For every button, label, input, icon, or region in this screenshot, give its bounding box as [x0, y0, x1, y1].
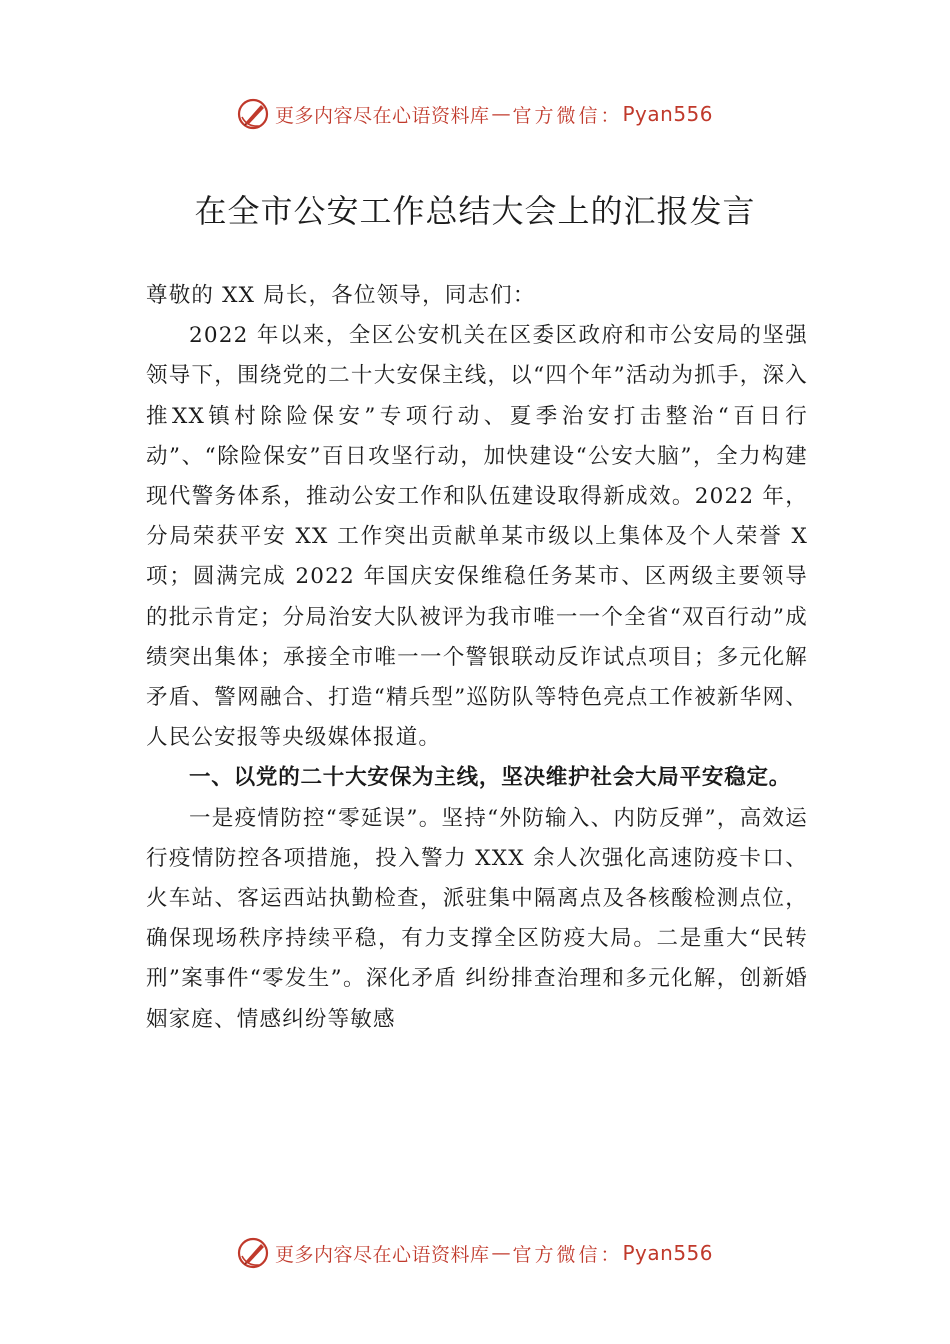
- pen-logo-icon: [237, 97, 271, 131]
- watermark-brand: 更多内容尽在心语资料库: [274, 104, 490, 127]
- watermark-separator: —: [491, 103, 511, 125]
- document-title: 在全市公安工作总结大会上的汇报发言: [194, 192, 756, 230]
- watermark-wechat-id: Pyan556: [622, 1241, 714, 1265]
- document-body: [146, 276, 808, 1040]
- intro-paragraph: 2022 年以来，全区公安机关在区委区政府和市公安局的坚强领导下，围绕党的二十大安保主线，以“四个年”活动为抓手，深入推XX镇村除险保安”专项行动、夏季治安打击整治“百日行动”、“除险保安”百日攻坚行动，加快建设“公安大脑”，全力构建现代警务体系，推动公安工作和队伍建设取得新成效。2022 年，分局荣获平安 XX 工作突出贡献单某市级以上集体及个人荣誉 X 项；圆满完成 2022 年国庆安保维稳任务某市、区两级主要领导的批示肯定；分局治安大队被评为我市唯一一个全省“双百行动”成绩突出集体；承接全市唯一一个警银联动反诈试点项目；多元化解矛盾、警网融合、打造“精兵型”巡防队等特色亮点工作被新华网、人民公安报等央级媒体报道。: [146, 323, 808, 751]
- watermark-banner-top: [0, 94, 950, 134]
- section-paragraph: 一是疫情防控“零延误”。坚持“外防输入、内防反弹”，高效运行疫情防控各项措施，投入警力 XXX 余人次强化高速防疫卡口、火车站、客运西站执勤检查，派驻集中隔离点及各核酸检测点位，确保现场秩序持续平稳，有力支撑全区防疫大局。二是重大“民转刑”案事件“零发生”。深化矛盾 纠纷排查治理和多元化解，创新婚姻家庭、情感纠纷等敏感: [146, 805, 808, 1032]
- salutation: 尊敬的 XX 局长，各位领导，同志们：: [146, 283, 536, 308]
- pen-logo-icon: [237, 1236, 271, 1270]
- watermark-wechat-label: 官方微信：: [512, 1243, 623, 1266]
- watermark-banner-bottom: [0, 1233, 950, 1273]
- watermark-wechat-id: Pyan556: [622, 102, 714, 126]
- section-heading: 一、以党的二十大安保为主线，坚决维护社会大局平安稳定。: [189, 765, 792, 791]
- watermark-brand: 更多内容尽在心语资料库: [274, 1243, 490, 1266]
- watermark-wechat-label: 官方微信：: [512, 104, 623, 127]
- watermark-separator: —: [491, 1242, 511, 1264]
